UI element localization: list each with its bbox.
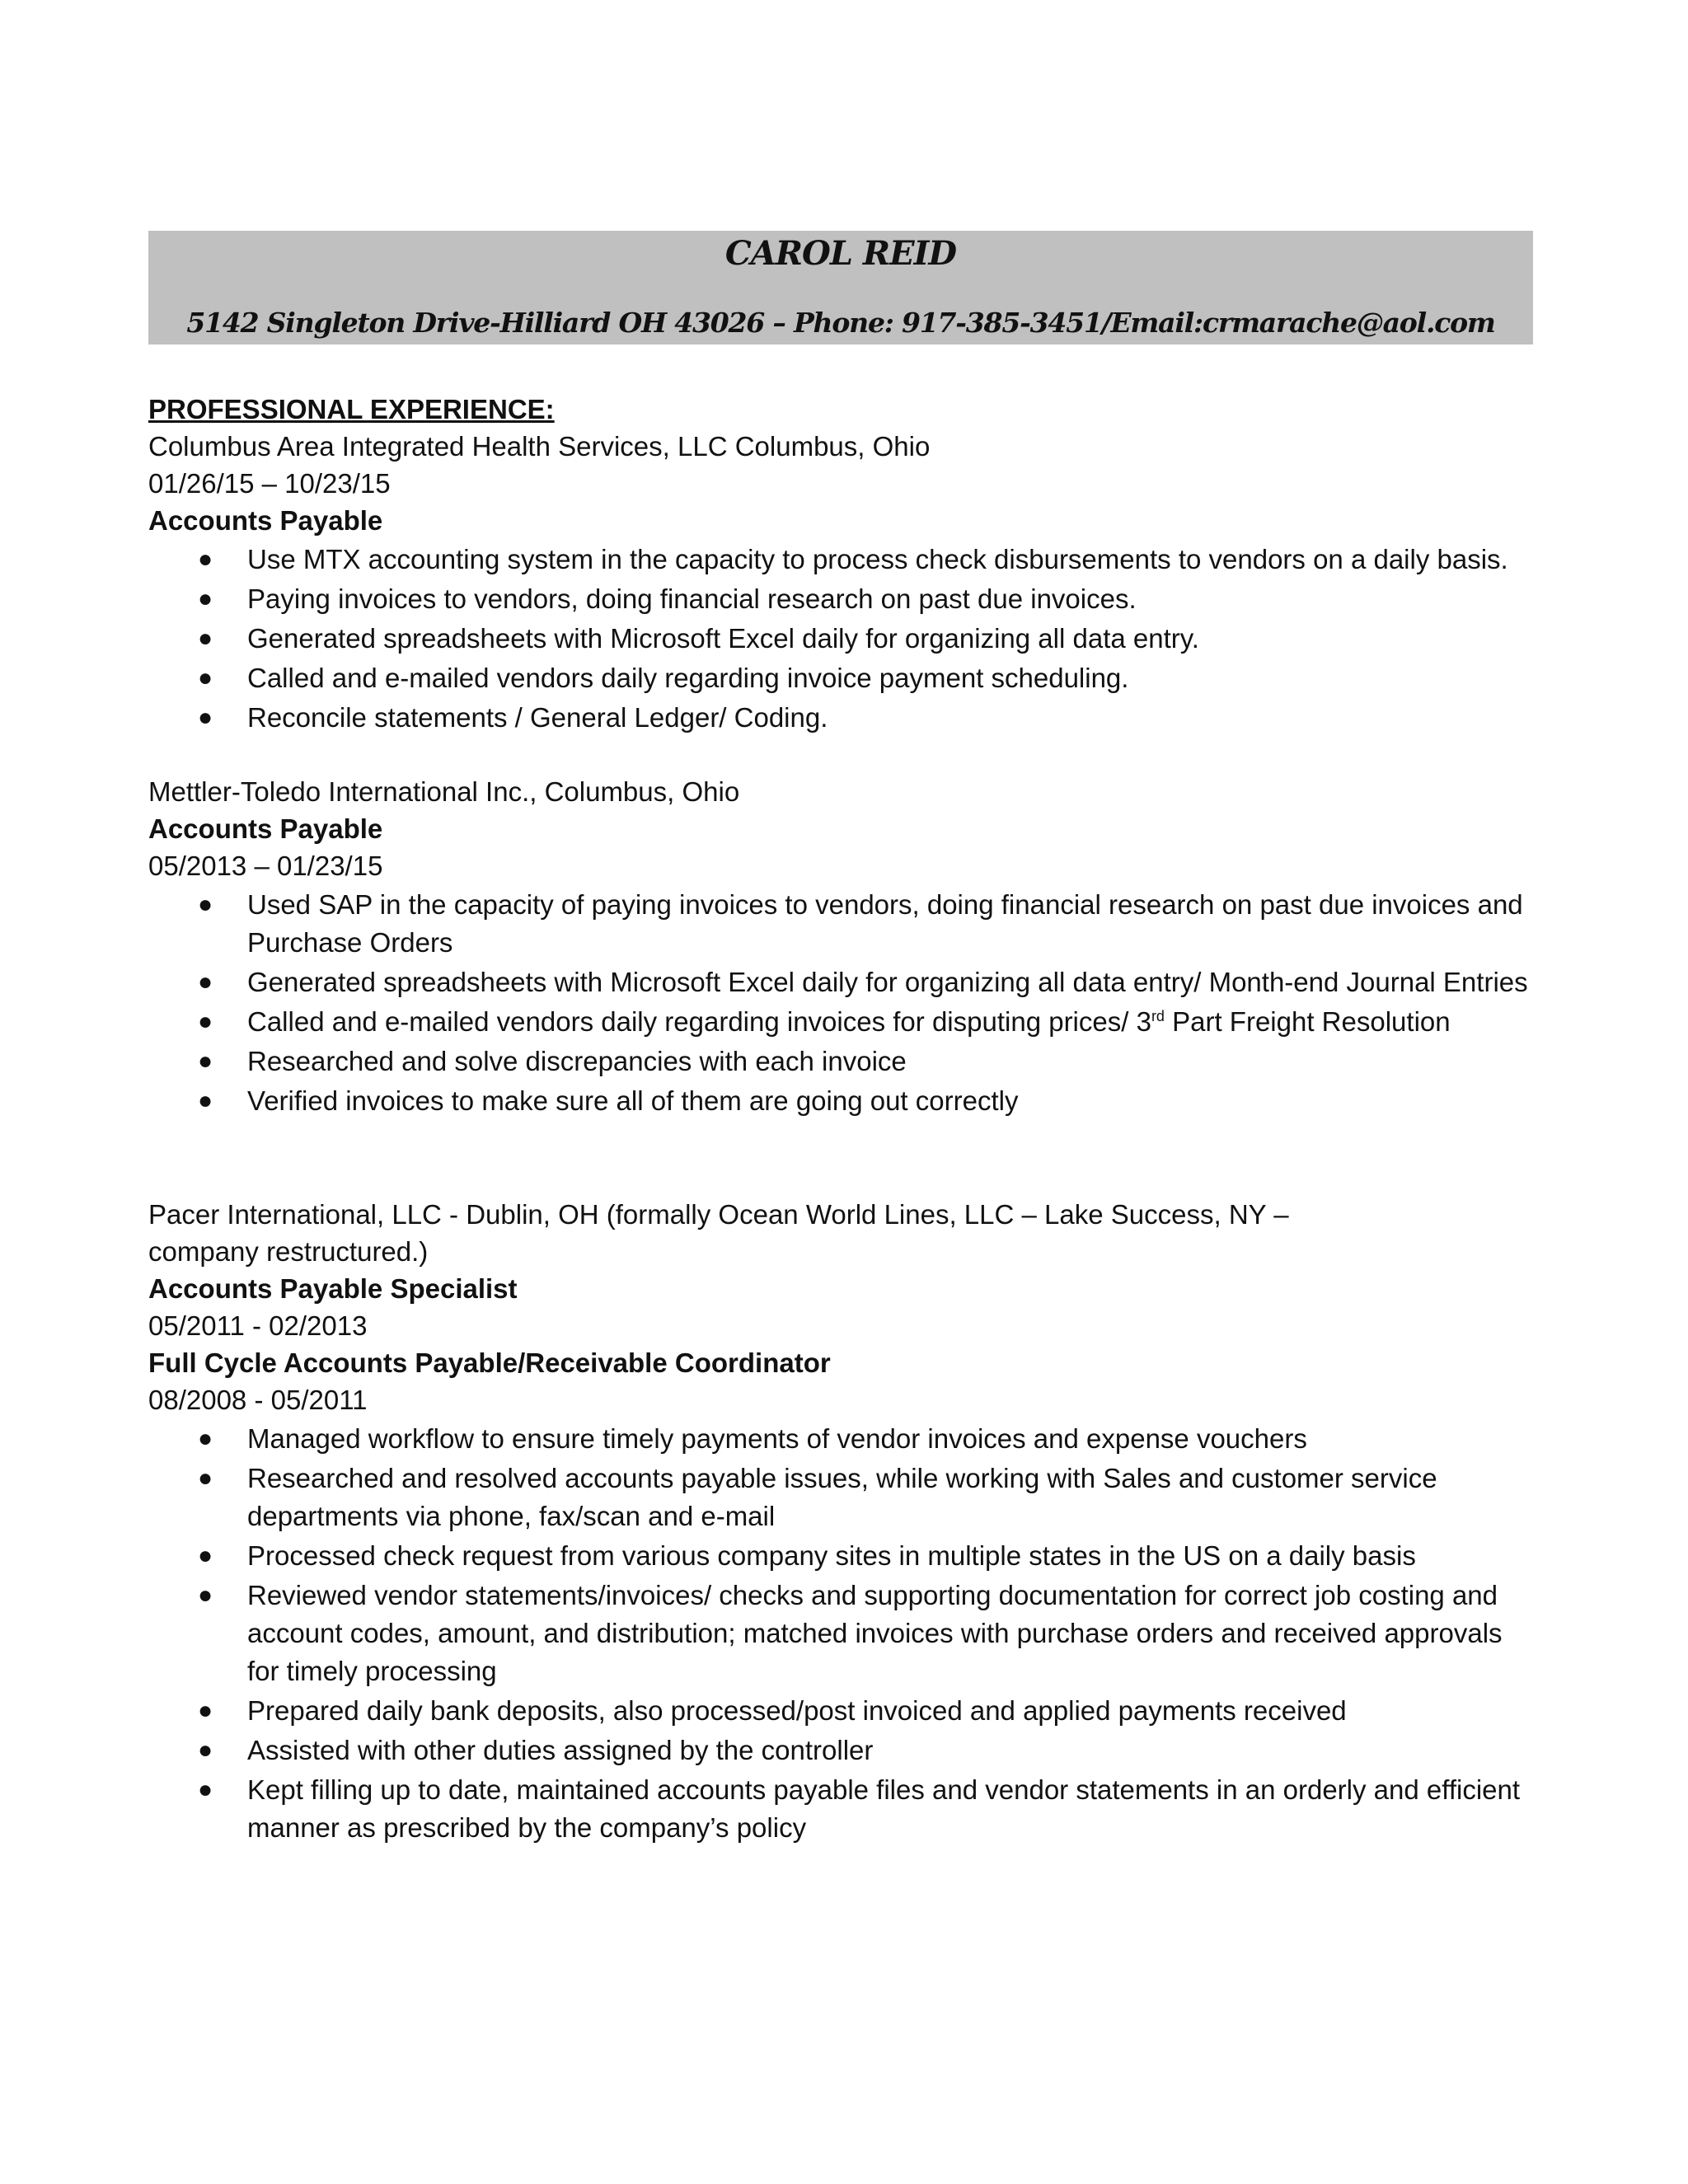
- job-bullets: [148, 541, 1541, 737]
- job-company: Mettler-Toledo International Inc., Columbus, Ohio: [148, 776, 740, 807]
- list-item: [148, 1460, 1541, 1535]
- list-item: [148, 1003, 1541, 1041]
- list-item: [148, 1537, 1541, 1575]
- bullet-text: Reconcile statements / General Ledger/ Coding.: [247, 702, 828, 733]
- bullet-icon: ●: [198, 625, 213, 652]
- resume-body: [148, 391, 1541, 1849]
- bullet-icon: ●: [198, 664, 213, 691]
- bullet-text: Used SAP in the capacity of paying invoices to vendors, doing financial research on past due invoices and Purchase Orders: [247, 889, 1523, 958]
- bullet-text: Researched and solve discrepancies with each invoice: [247, 1046, 907, 1076]
- list-item: [148, 659, 1541, 697]
- bullet-text: Generated spreadsheets with Microsoft Excel daily for organizing all data entry.: [247, 623, 1199, 654]
- bullet-text: Paying invoices to vendors, doing financial research on past due invoices.: [247, 583, 1137, 614]
- job-dates: 01/26/15 – 10/23/15: [148, 468, 391, 499]
- bullet-text: Researched and resolved accounts payable issues, while working with Sales and customer service departments via phone, fax/scan and e-mail: [247, 1463, 1437, 1531]
- job-title-secondary: Full Cycle Accounts Payable/Receivable Coordinator: [148, 1347, 831, 1378]
- list-item: [148, 541, 1541, 579]
- bullet-icon: ●: [198, 1582, 213, 1609]
- contact-line: 5142 Singleton Drive-Hilliard OH 43026 – Phone: 917-385-3451/Email:crmarache@aol.com: [186, 307, 1495, 339]
- header-banner: [148, 231, 1533, 344]
- bullet-text: Processed check request from various company sites in multiple states in the US on a daily basis: [247, 1540, 1416, 1571]
- list-item: [148, 1420, 1541, 1458]
- job-dates: 05/2011 - 02/2013: [148, 1310, 368, 1341]
- job-dates: 05/2013 – 01/23/15: [148, 851, 383, 881]
- job-company: Columbus Area Integrated Health Services, LLC Columbus, Ohio: [148, 431, 931, 462]
- bullet-icon: ●: [198, 1425, 213, 1452]
- bullet-text: Prepared daily bank deposits, also processed/post invoiced and applied payments received: [247, 1695, 1347, 1726]
- bullet-icon: ●: [198, 546, 213, 573]
- list-item: [148, 1771, 1541, 1847]
- superscript: rd: [1151, 1008, 1165, 1024]
- bullet-icon: ●: [198, 704, 213, 731]
- bullet-icon: ●: [198, 1008, 213, 1035]
- bullet-icon: ●: [198, 585, 213, 612]
- bullet-icon: ●: [198, 1047, 213, 1075]
- bullet-text: Generated spreadsheets with Microsoft Excel daily for organizing all data entry/ Month-end Journal Entries: [247, 967, 1528, 997]
- bullet-icon: ●: [198, 1542, 213, 1569]
- bullet-text: Use MTX accounting system in the capacity to process check disbursements to vendors on a daily basis.: [247, 544, 1508, 574]
- bullet-text-tail: Part Freight Resolution: [1164, 1006, 1451, 1037]
- section-title: PROFESSIONAL EXPERIENCE:: [148, 394, 555, 424]
- bullet-icon: ●: [198, 1697, 213, 1724]
- bullet-text: Kept filling up to date, maintained accounts payable files and vendor statements in an orderly and efficient manner as prescribed by the company’s policy: [247, 1774, 1521, 1843]
- bullet-text: Reviewed vendor statements/invoices/ checks and supporting documentation for correct job costing and account codes, amount, and distribution; matched invoices with purchase orders and received approvals for timely processing: [247, 1580, 1503, 1686]
- bullet-icon: ●: [198, 1087, 213, 1114]
- job-bullets: [148, 886, 1541, 1120]
- job-bullets: [148, 1420, 1541, 1847]
- job-company: Pacer International, LLC - Dublin, OH (formally Ocean World Lines, LLC – Lake Success, NY – company restructured.): [148, 1199, 1289, 1267]
- job-entry: [148, 1196, 1541, 1847]
- job-title: Accounts Payable: [148, 505, 383, 536]
- job-entry: [148, 428, 1541, 737]
- bullet-icon: ●: [198, 1465, 213, 1492]
- bullet-icon: ●: [198, 1736, 213, 1764]
- list-item: [148, 580, 1541, 618]
- list-item: [148, 1732, 1541, 1769]
- list-item: [148, 1577, 1541, 1690]
- bullet-icon: ●: [198, 968, 213, 996]
- bullet-icon: ●: [198, 1776, 213, 1803]
- bullet-text: Called and e-mailed vendors daily regarding invoices for disputing prices/ 3: [247, 1006, 1151, 1037]
- job-dates-secondary: 08/2008 - 05/2011: [148, 1385, 368, 1415]
- list-item: [148, 1082, 1541, 1120]
- bullet-text: Verified invoices to make sure all of them are going out correctly: [247, 1085, 1019, 1116]
- list-item: [148, 620, 1541, 658]
- bullet-text: Managed workflow to ensure timely payments of vendor invoices and expense vouchers: [247, 1423, 1307, 1454]
- list-item: [148, 1692, 1541, 1730]
- bullet-text: Assisted with other duties assigned by the controller: [247, 1735, 874, 1765]
- list-item: [148, 699, 1541, 737]
- job-title: Accounts Payable Specialist: [148, 1273, 518, 1304]
- list-item: [148, 963, 1541, 1001]
- bullet-text: Called and e-mailed vendors daily regarding invoice payment scheduling.: [247, 663, 1129, 693]
- job-title: Accounts Payable: [148, 813, 383, 844]
- job-entry: [148, 773, 1541, 1120]
- bullet-icon: ●: [198, 891, 213, 918]
- list-item: [148, 886, 1541, 962]
- list-item: [148, 1043, 1541, 1080]
- candidate-name: CAROL REID: [724, 234, 957, 273]
